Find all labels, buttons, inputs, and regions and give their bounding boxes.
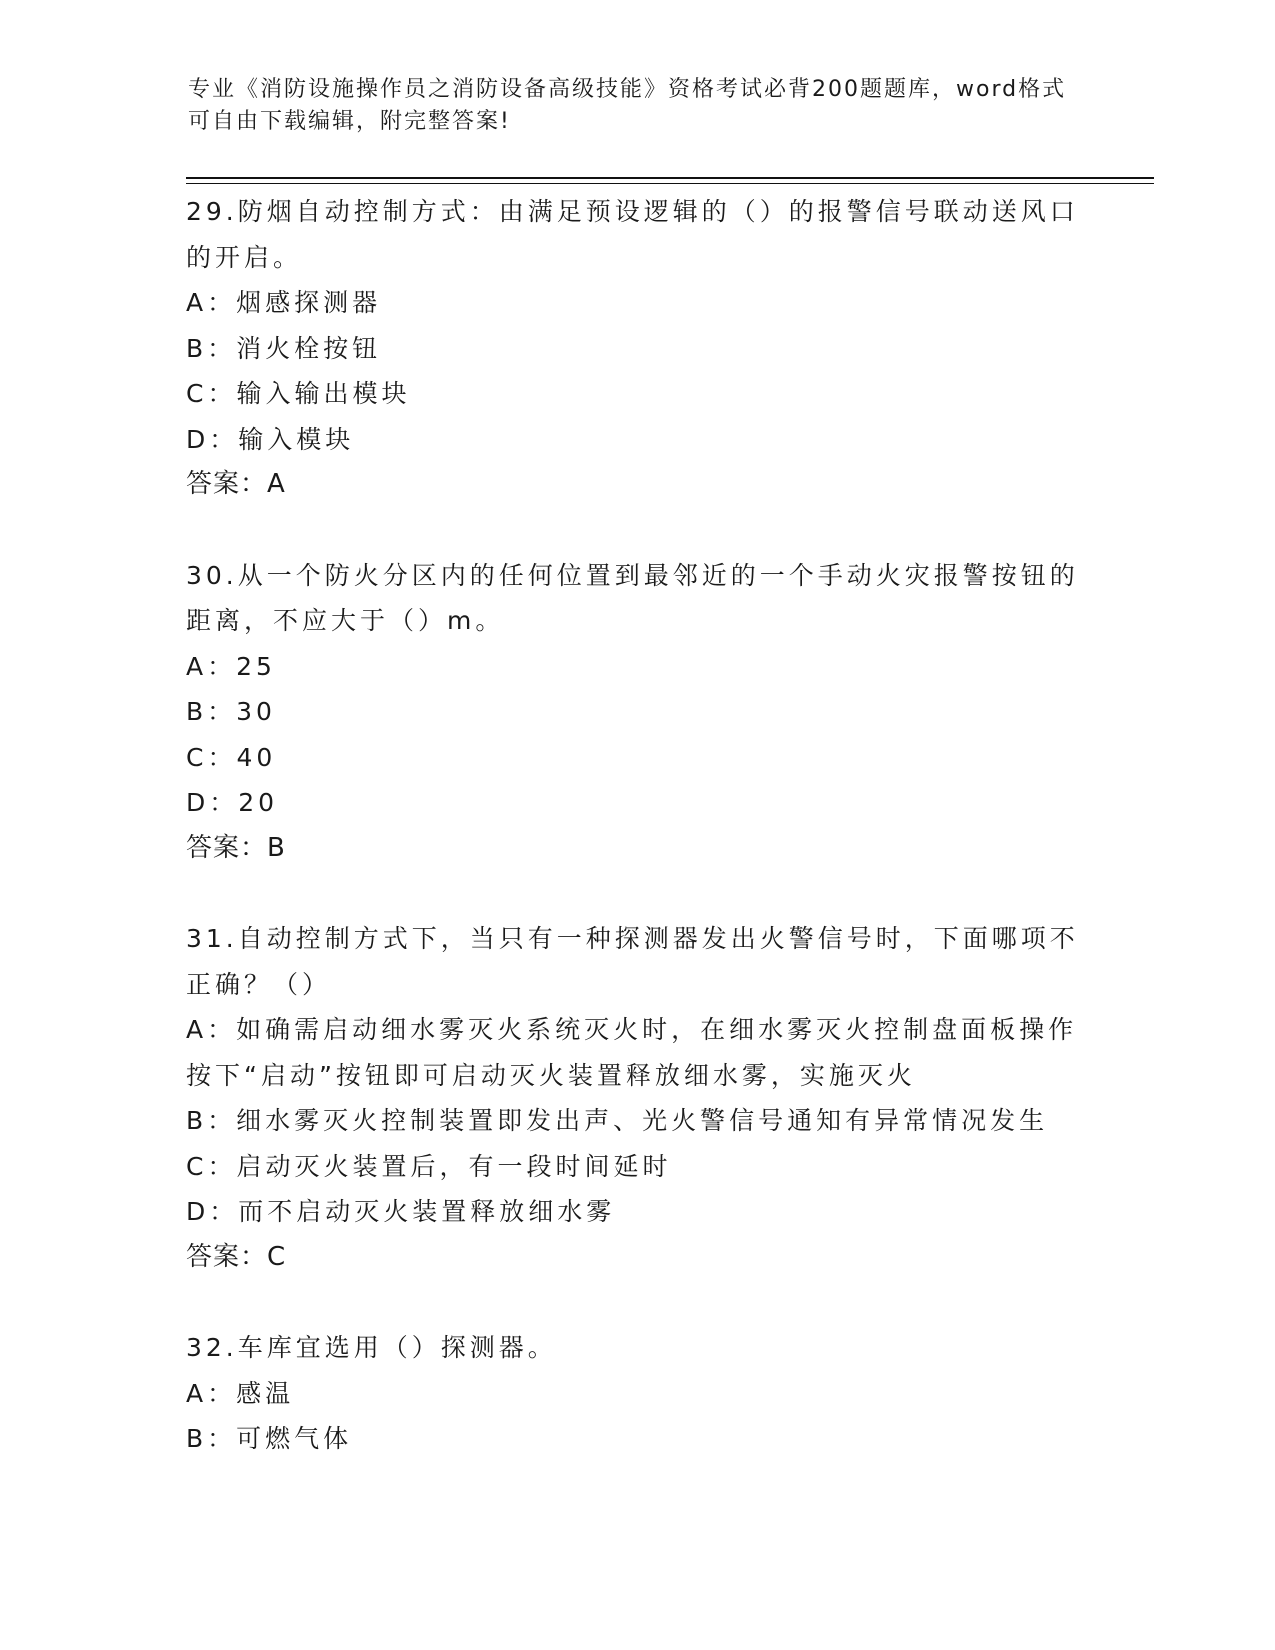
option-b: B：消火栓按钮 (186, 333, 382, 363)
question-text: 29.防烟自动控制方式：由满足预设逻辑的（）的报警信号联动送风口的开启。 (186, 197, 1079, 272)
option-b: B：可燃气体 (186, 1424, 353, 1453)
question-list (186, 189, 1086, 1507)
option-b: B：30 (186, 697, 276, 726)
option-d: D：20 (186, 788, 279, 817)
header-divider-thin (186, 183, 1154, 184)
option-a: A：如确需启动细水雾灭火系统灭火时，在细水雾灭火控制盘面板操作按下“启动”按钮即可启动灭火装置释放细水雾，实施灭火 (186, 1015, 1078, 1090)
option-a: A：25 (186, 651, 276, 681)
option-b: B：细水雾灭火控制装置即发出声、光火警信号通知有异常情况发生 (186, 1106, 1049, 1135)
question-text: 30.从一个防火分区内的任何位置到最邻近的一个手动火灾报警按钮的距离，不应大于（）m。 (186, 560, 1079, 635)
option-d: D：而不启动灭火装置释放细水雾 (186, 1197, 616, 1226)
option-a: A：感温 (186, 1378, 295, 1408)
document-header (188, 74, 1088, 138)
header-title: 专业《消防设施操作员之消防设备高级技能》资格考试必背200题题库，word格式可自由下载编辑，附完整答案! (188, 77, 1067, 134)
option-d: D：输入模块 (186, 424, 355, 454)
question-text: 31.自动控制方式下，当只有一种探测器发出火警信号时，下面哪项不正确？（） (186, 924, 1079, 999)
question-text: 32.车库宜选用（）探测器。 (186, 1333, 557, 1362)
header-divider-thick (186, 177, 1154, 179)
question-30 (186, 553, 1086, 872)
option-c: C：40 (186, 742, 277, 772)
question-29 (186, 189, 1086, 508)
option-c: C：输入输出模块 (186, 379, 411, 408)
question-32 (186, 1325, 1086, 1462)
answer-text: 答案：C (186, 1241, 287, 1272)
option-c: C：启动灭火装置后，有一段时间延时 (186, 1151, 672, 1181)
question-31 (186, 916, 1086, 1280)
answer-text: 答案：B (186, 832, 286, 863)
option-a: A：烟感探测器 (186, 288, 382, 317)
answer-text: 答案：A (186, 469, 286, 499)
